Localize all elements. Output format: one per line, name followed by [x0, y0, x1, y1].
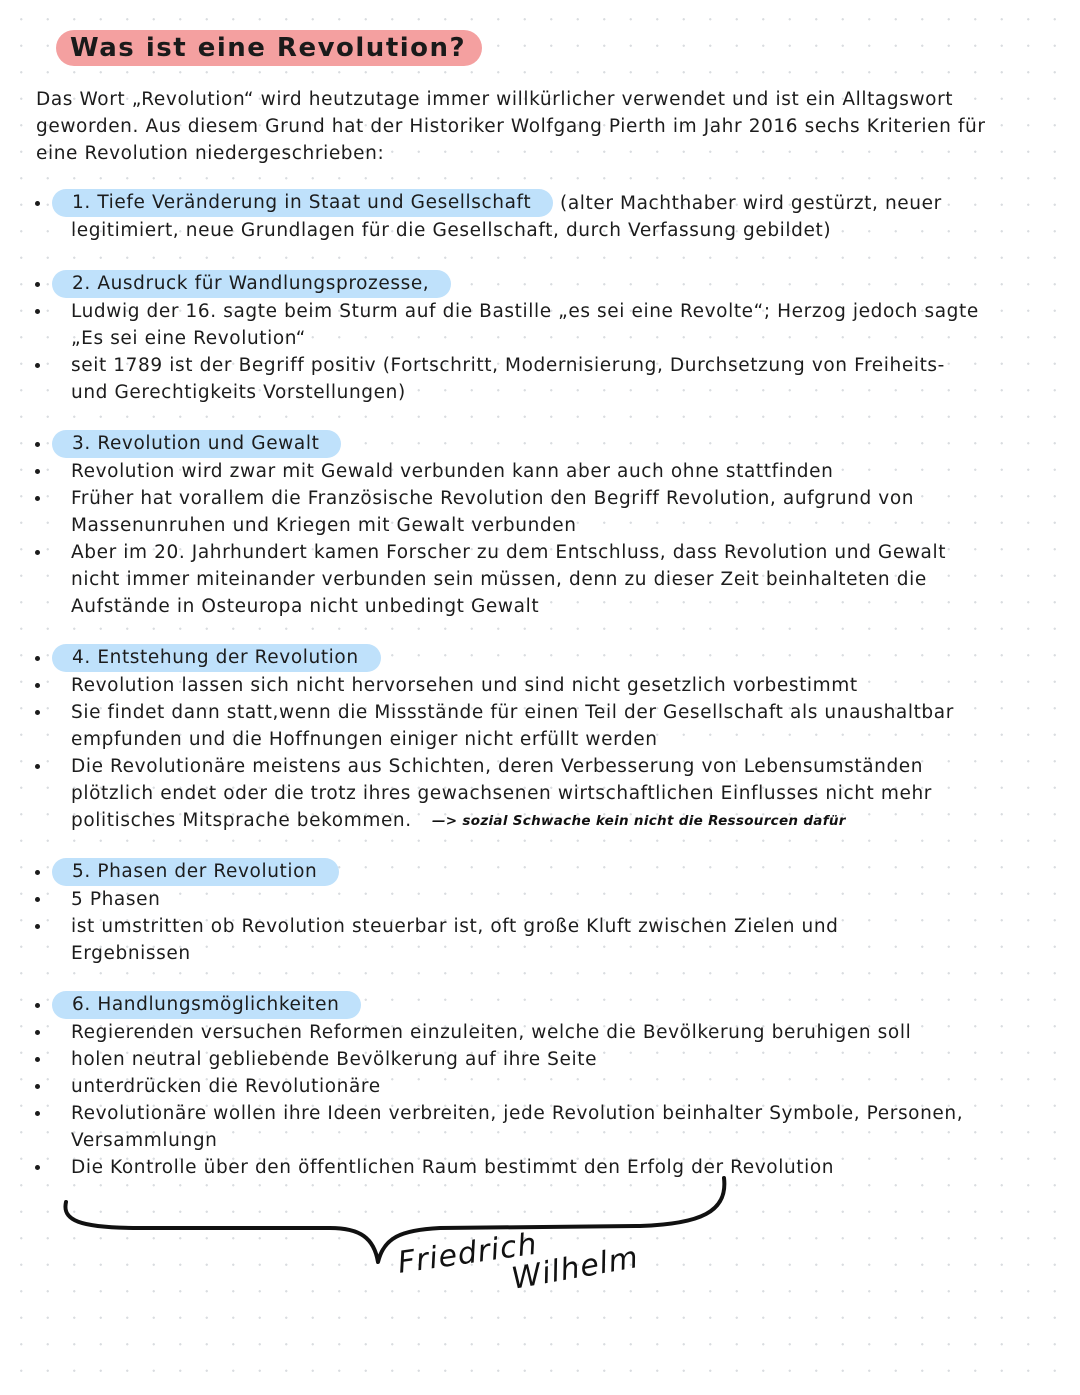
list-item	[0, 217, 1080, 244]
bullet-dot	[35, 683, 40, 688]
section-1-heading-row	[0, 190, 1080, 217]
section-heading: 6. Handlungsmöglichkeiten	[52, 991, 361, 1019]
list-item	[0, 539, 1080, 566]
list-item-text: Aufstände in Osteuropa nicht unbedingt Gewalt	[71, 596, 540, 617]
list-item	[0, 566, 1080, 593]
bullet-dot	[35, 897, 40, 902]
list-item-text: Versammlungn	[71, 1130, 218, 1151]
section-4-heading-row	[0, 645, 1080, 672]
list-item	[0, 485, 1080, 512]
list-item-text: Revolutionäre wollen ihre Ideen verbreiten, jede Revolution beinhalter Symbole, Personen,	[71, 1103, 964, 1124]
list-item	[0, 1019, 1080, 1046]
bullet-dot	[35, 550, 40, 555]
section-heading-tail: (alter Machthaber wird gestürzt, neuer	[560, 193, 942, 214]
list-item	[0, 458, 1080, 485]
bullet-dot	[35, 656, 40, 661]
section-3-heading-row	[0, 431, 1080, 458]
list-item	[0, 1073, 1080, 1100]
bullet-dot	[35, 496, 40, 501]
list-item-text: Aber im 20. Jahrhundert kamen Forscher zu dem Entschluss, dass Revolution und Gewalt	[71, 542, 947, 563]
bullet-dot	[35, 764, 40, 769]
section-5-heading-row	[0, 859, 1080, 886]
list-item-text: Revolution lassen sich nicht hervorsehen und sind nicht gesetzlich vorbestimmt	[71, 675, 858, 696]
list-item-text: Ludwig der 16. sagte beim Sturm auf die Bastille „es sei eine Revolte“; Herzog jedoch sagte	[71, 301, 979, 322]
list-item-text: „Es sei eine Revolution“	[71, 328, 306, 349]
list-item	[0, 593, 1080, 620]
bullet-dot	[35, 1057, 40, 1062]
bullet-dot	[35, 1030, 40, 1035]
list-item	[0, 726, 1080, 753]
list-item-text: Früher hat vorallem die Französische Revolution den Begriff Revolution, aufgrund von	[71, 488, 915, 509]
bullet-dot	[35, 442, 40, 447]
bullet-dot	[35, 201, 40, 206]
list-item-text: unterdrücken die Revolutionäre	[71, 1076, 381, 1097]
list-item	[0, 886, 1080, 913]
section-heading: 2. Ausdruck für Wandlungsprozesse,	[52, 270, 451, 298]
bullet-dot	[35, 870, 40, 875]
list-item-text: plötzlich endet oder die trotz ihres gewachsenen wirtschaftlichen Einflusses nicht mehr	[71, 783, 933, 804]
list-item-text: 5 Phasen	[71, 889, 161, 910]
list-item-text: ist umstritten ob Revolution steuerbar ist, oft große Kluft zwischen Zielen und	[71, 916, 839, 937]
bullet-dot	[35, 1111, 40, 1116]
bullet-dot	[35, 469, 40, 474]
list-item	[0, 352, 1080, 379]
list-item	[0, 1046, 1080, 1073]
section-heading: 3. Revolution und Gewalt	[52, 430, 341, 458]
list-item-text: Revolution wird zwar mit Gewald verbunden kann aber auch ohne stattfinden	[71, 461, 834, 482]
list-item	[0, 699, 1080, 726]
bullet-dot	[35, 1003, 40, 1008]
list-item	[0, 512, 1080, 539]
section-heading: 1. Tiefe Veränderung in Staat und Gesellschaft	[52, 189, 553, 217]
list-item	[0, 753, 1080, 780]
list-item-text: Ergebnissen	[71, 943, 191, 964]
list-item-text: politisches Mitsprache bekommen.	[71, 810, 412, 831]
bullet-dot	[35, 924, 40, 929]
section-2-heading-row	[0, 271, 1080, 298]
handwritten-note: —> sozial Schwache kein nicht die Ressourcen dafür	[432, 813, 846, 829]
list-item-text: holen neutral gebliebende Bevölkerung auf ihre Seite	[71, 1049, 598, 1070]
bullet-dot	[35, 363, 40, 368]
list-item-text: Die Kontrolle über den öffentlichen Raum bestimmt den Erfolg der Revolution	[71, 1157, 835, 1178]
list-item-text: und Gerechtigkeits Vorstellungen)	[71, 382, 406, 403]
section-heading: 5. Phasen der Revolution	[52, 858, 339, 886]
section-heading: 4. Entstehung der Revolution	[52, 644, 381, 672]
list-item-text: Sie findet dann statt,wenn die Missstände für einen Teil der Gesellschaft als unaushaltbar	[71, 702, 954, 723]
list-item-text: Massenunruhen und Kriegen mit Gewalt verbunden	[71, 515, 577, 536]
bullet-dot	[35, 710, 40, 715]
list-item	[0, 379, 1080, 406]
bullet-dot	[35, 1165, 40, 1170]
bullet-dot	[35, 309, 40, 314]
page-title: Was ist eine Revolution?	[56, 30, 482, 66]
list-item	[0, 325, 1080, 352]
bullet-dot	[35, 1084, 40, 1089]
list-item-text: empfunden und die Hoffnungen einiger nicht erfüllt werden	[71, 729, 658, 750]
list-item-text: Die Revolutionäre meistens aus Schichten, deren Verbesserung von Lebensumständen	[71, 756, 924, 777]
list-item	[0, 298, 1080, 325]
section-6-heading-row	[0, 992, 1080, 1019]
list-item	[0, 1100, 1080, 1127]
list-item	[0, 913, 1080, 940]
signature-last-name: Wilhelm	[508, 1239, 642, 1297]
bullet-dot	[35, 282, 40, 287]
list-item	[0, 1127, 1080, 1154]
list-item-text: Regierenden versuchen Reformen einzuleiten, welche die Bevölkerung beruhigen soll	[71, 1022, 912, 1043]
list-item-text: seit 1789 ist der Begriff positiv (Fortschritt, Modernisierung, Durchsetzung von Freiheits-	[71, 355, 945, 376]
list-item-text: legitimiert, neue Grundlagen für die Gesellschaft, durch Verfassung gebildet)	[71, 220, 832, 241]
signature-first-name: Friedrich	[395, 1226, 540, 1281]
intro-paragraph: Das Wort „Revolution“ wird heutzutage immer willkürlicher verwendet und ist ein Alltagswort geworden. Aus diesem Grund hat der Historiker Wolfgang Pierth im Jahr 2016 sechs Kriterien für eine Revolution niedergeschrieben:	[36, 89, 986, 164]
list-item-text: nicht immer miteinander verbunden sein müssen, denn zu dieser Zeit beinhalteten die	[71, 569, 927, 590]
list-item	[0, 940, 1080, 967]
list-item	[0, 780, 1080, 807]
list-item	[0, 672, 1080, 699]
